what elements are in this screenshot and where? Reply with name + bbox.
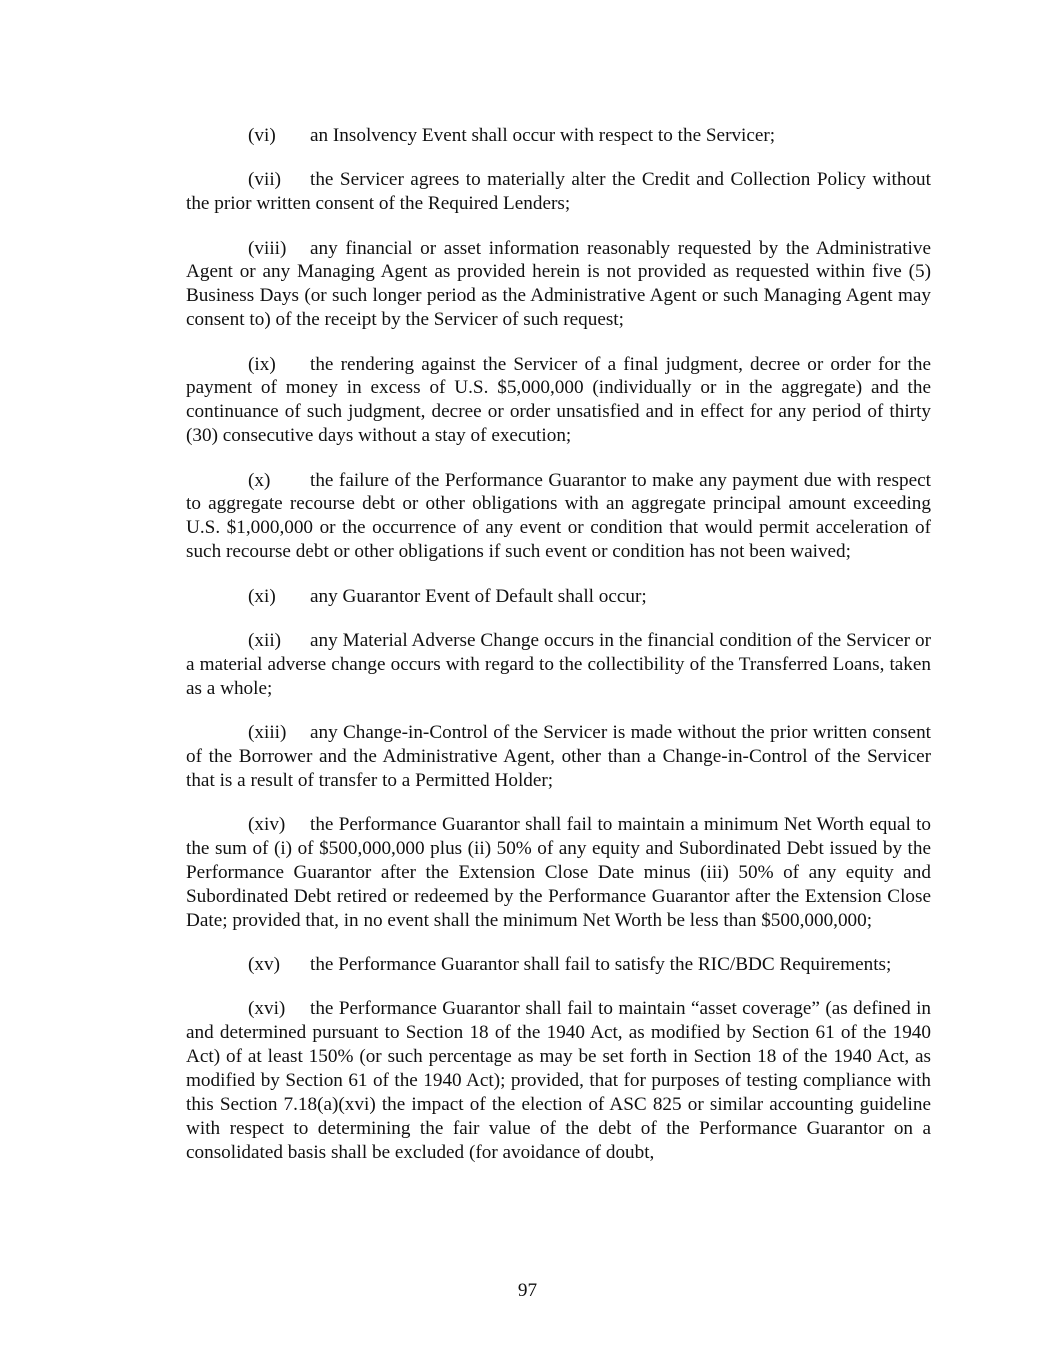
- clause-text: the Performance Guarantor shall fail to satisfy the RIC/BDC Requirements;: [310, 953, 892, 975]
- clause-number: (x): [248, 469, 271, 491]
- clause-number: (xiv): [248, 814, 286, 836]
- clause-viii: [186, 237, 931, 333]
- clause-text: the Servicer agrees to materially alter the Credit and Collection Policy without the prior written consent of the Required Lenders;: [186, 169, 931, 215]
- clause-number: (vii): [248, 169, 282, 191]
- clause-vi: [186, 124, 931, 148]
- clause-text: the rendering against the Servicer of a final judgment, decree or order for the payment of money in excess of U.S. $5,000,000 (individually or in the aggregate) and the continuance of such judgment, decree or order unsatisfied and in effect for any period of thirty (30) consecutive days without a stay of execution;: [186, 353, 931, 447]
- clause-ix: [186, 353, 931, 449]
- clause-number: (xiii): [248, 721, 287, 743]
- clause-xiv: [186, 813, 931, 933]
- clause-text: any Material Adverse Change occurs in the financial condition of the Servicer or a material adverse change occurs with regard to the collectibility of the Transferred Loans, taken as a whole;: [186, 629, 931, 699]
- clause-xv: [186, 953, 931, 977]
- clause-text: an Insolvency Event shall occur with respect to the Servicer;: [310, 125, 776, 146]
- page-number: 97: [517, 1280, 538, 1301]
- clause-number: (ix): [248, 353, 276, 375]
- clause-xvi: [186, 997, 931, 1164]
- clause-vii: [186, 168, 931, 216]
- clause-number: (xvi): [248, 998, 286, 1020]
- clause-text: any financial or asset information reasonably requested by the Administrative Agent or any Managing Agent as provided herein is not provided as requested within five (5) Business Days (or such longer period as the Administrative Agent or such Managing Agent may consent to) of the receipt by the Servicer of such request;: [186, 237, 931, 331]
- clause-text: the Performance Guarantor shall fail to maintain a minimum Net Worth equal to the sum of (i) of $500,000,000 plus (ii) 50% of any equity and Subordinated Debt issued by the Performance Guarantor after the Extension Close Date minus (iii) 50% of any equity and Subordinated Debt retired or redeemed by the Performance Guarantor after the Extension Close Date; provided that, in no event shall the minimum Net Worth be less than $500,000,000;: [186, 814, 931, 931]
- clause-number: (vi): [248, 125, 276, 146]
- clause-number: (viii): [248, 237, 287, 259]
- clause-xii: [186, 629, 931, 701]
- clause-text: the Performance Guarantor shall fail to maintain “asset coverage” (as defined in and determined pursuant to Section 18 of the 1940 Act, as modified by Section 61 of the 1940 Act) of at least 150% (or such percentage as may be set forth in Section 18 of the 1940 Act, as modified by Section 61 of the 1940 Act); provided, that for purposes of testing compliance with this Section 7.18(a)(xvi) the impact of the election of ASC 825 or similar accounting guideline with respect to determining the fair value of the debt of the Performance Guarantor on a consolidated basis shall be excluded (for avoidance of doubt,: [186, 998, 931, 1163]
- clause-x: [186, 469, 931, 565]
- document-page: [186, 124, 931, 1185]
- clause-text: any Change-in-Control of the Servicer is made without the prior written consent of the Borrower and the Administrative Agent, other than a Change-in-Control of the Servicer that is a result of transfer to a Permitted Holder;: [186, 721, 931, 791]
- clause-number: (xi): [248, 585, 276, 607]
- clause-text: any Guarantor Event of Default shall occur;: [310, 585, 647, 607]
- clause-text: the failure of the Performance Guarantor to make any payment due with respect to aggregate recourse debt or other obligations with an aggregate principal amount exceeding U.S. $1,000,000 or the occurrence of any event or condition that would permit acceleration of such recourse debt or other obligations if such event or condition has not been waived;: [186, 469, 931, 563]
- clause-number: (xii): [248, 629, 282, 651]
- clause-number: (xv): [248, 953, 280, 975]
- clause-xiii: [186, 721, 931, 793]
- clause-xi: [186, 585, 931, 609]
